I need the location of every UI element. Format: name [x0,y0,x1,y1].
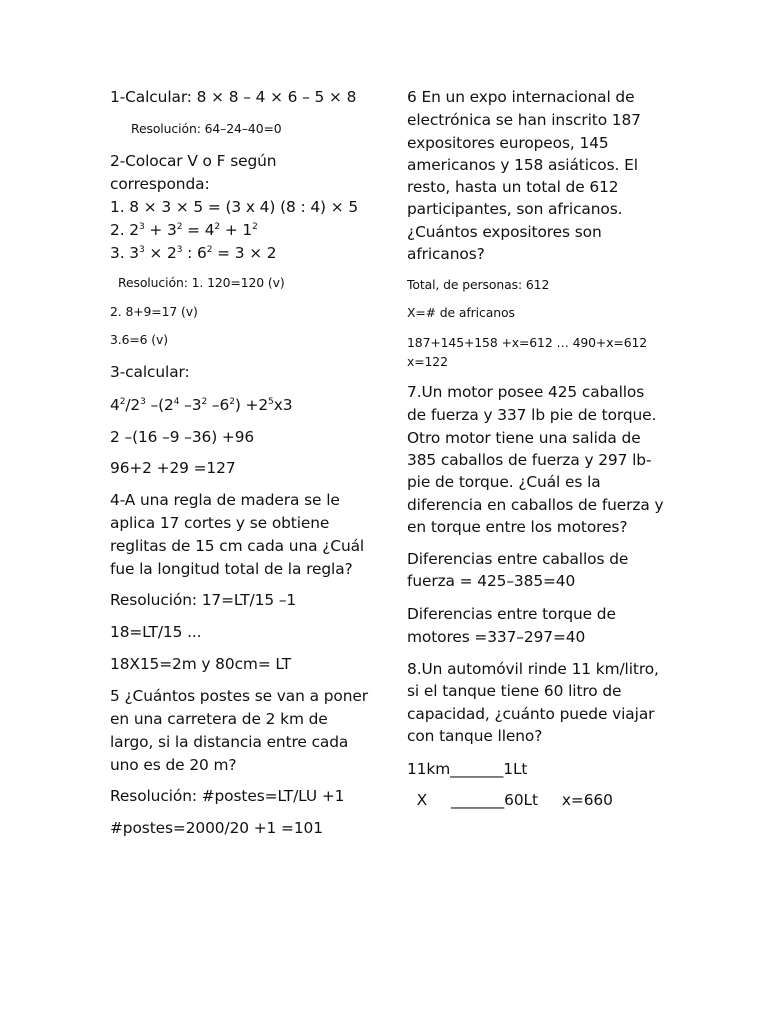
problem-6-line-5: resto, hasta un total de 612 [407,178,619,196]
problem-6-line-7: ¿Cuántos expositores son [407,223,602,241]
problem-2-item-2: 2. $2^3 + 3^2 = 4^2 + 1^2$ [110,221,258,239]
problem-6-line-3: expositores europeos, 145 [407,134,609,152]
problem-6-resolution-1: Total, de personas: 612 [407,277,550,292]
problem-7-line-5: pie de torque. ¿Cuál es la [407,473,601,491]
problem-6-line-6: participantes, son africanos. [407,200,623,218]
problem-7-resolution-1b: fuerza = 425–385=40 [407,572,576,590]
problem-4-line-2: aplica 17 cortes y se obtiene [110,514,330,532]
problem-7-resolution-2a: Diferencias entre torque de [407,605,616,623]
problem-6-resolution-2: X=# de africanos [407,305,515,320]
problem-4-line-4: fue la longitud total de la regla? [110,560,353,578]
problem-5-resolution-2: #postes=2000/20 +1 =101 [110,819,323,837]
problem-5-resolution-1: Resolución: #postes=LT/LU +1 [110,787,345,805]
problem-1-title: 1-Calcular: 8 × 8 – 4 × 6 – 5 × 8 [110,88,357,106]
problem-7-line-4: 385 caballos de fuerza y 297 lb- [407,451,652,469]
problem-3-step-1: 2 –(16 –9 –36) +96 [110,428,255,446]
problem-7-line-1: 7.Un motor posee 425 caballos [407,383,645,401]
problem-3-title: 3-calcular: [110,363,190,381]
problem-8-line-4: con tanque lleno? [407,727,543,745]
problem-2-resolution-3: 3.6=6 (v) [110,332,169,347]
problem-2-title-line-1: 2-Colocar V o F según [110,152,277,170]
problem-6-line-2: electrónica se han inscrito 187 [407,111,641,129]
problem-7-line-3: Otro motor tiene una salida de [407,429,641,447]
problem-7-line-6: diferencia en caballos de fuerza y [407,496,664,514]
problem-6-line-1: 6 En un expo internacional de [407,88,635,106]
problem-1-resolution: Resolución: 64–24–40=0 [131,121,282,136]
problem-4-resolution-3: 18X15=2m y 80cm= LT [110,655,292,673]
problem-7-resolution-1a: Diferencias entre caballos de [407,550,629,568]
problem-6-resolution-3: 187+145+158 +x=612 … 490+x=612 [407,335,648,350]
problem-2-item-1: 1. 8 × 3 × 5 = (3 x 4) (8 : 4) × 5 [110,198,359,216]
problem-4-line-1: 4-A una regla de madera se le [110,491,340,509]
problem-2-resolution-1: Resolución: 1. 120=120 (v) [118,275,285,290]
problem-8-resolution-1: 11km_______1Lt [407,760,528,778]
problem-4-line-3: reglitas de 15 cm cada una ¿Cuál [110,537,365,555]
problem-5-line-3: largo, si la distancia entre cada [110,733,349,751]
problem-8-line-1: 8.Un automóvil rinde 11 km/litro, [407,660,659,678]
problem-7-resolution-2b: motores =337–297=40 [407,628,586,646]
problem-8-resolution-2: X _______60Lt x=660 [407,791,613,809]
problem-3-expression: $4^2/2^3$ $-(2^4$ $-3^2$ $-6^2) +2^5x3$ [110,396,293,414]
problem-6-line-4: americanos y 158 asiáticos. El [407,156,638,174]
problem-6-line-8: africanos? [407,245,485,263]
problem-6-resolution-4: x=122 [407,354,448,369]
problem-7-line-2: de fuerza y 337 lb pie de torque. [407,406,657,424]
problem-4-resolution-2: 18=LT/15 ... [110,623,202,641]
problem-4-resolution-1: Resolución: 17=LT/15 –1 [110,591,297,609]
problem-8-line-2: si el tanque tiene 60 litro de [407,682,622,700]
problem-5-line-2: en una carretera de 2 km de [110,710,328,728]
problem-7-line-7: en torque entre los motores? [407,518,628,536]
problem-5-line-4: uno es de 20 m? [110,756,237,774]
problem-2-resolution-2: 2. 8+9=17 (v) [110,304,198,319]
problem-2-title-line-2: corresponda: [110,175,210,193]
problem-3-step-2: 96+2 +29 =127 [110,459,236,477]
problem-8-line-3: capacidad, ¿cuánto puede viajar [407,705,655,723]
problem-5-line-1: 5 ¿Cuántos postes se van a poner [110,687,368,705]
problem-2-item-3: 3. $3^3 \times 2^3$ : $6^2 = 3 \times 2$ [110,244,277,262]
